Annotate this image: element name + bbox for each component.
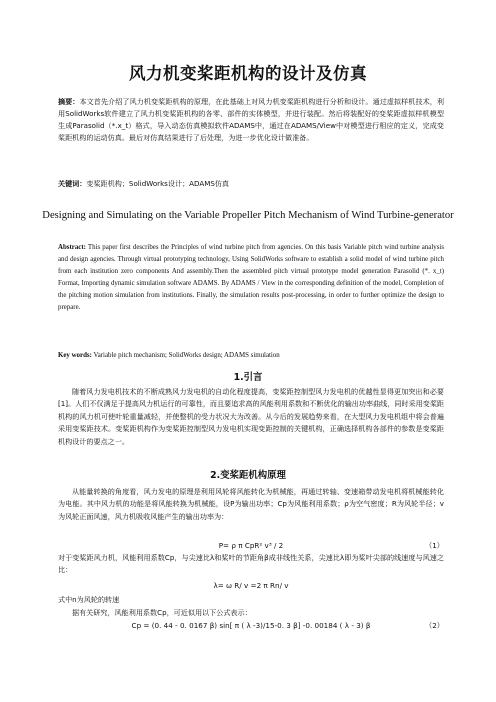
equation-tip-speed-ratio <box>58 580 444 592</box>
abstract-cn-label: 摘要： <box>58 97 80 106</box>
equation-tip-speed-ratio-expression: λ= ω R/ v =2 π Rn/ v <box>213 581 289 590</box>
section-2-paragraph-4: 据有关研究，风能利用系数Cp，可近似用以下公式表示： <box>72 608 252 617</box>
keywords-cn-text: 变桨距机构；SolidWorks设计；ADAMS仿真 <box>86 179 230 188</box>
abstract-en-label: Abstract: <box>58 244 86 251</box>
equation-2-expression: Cp = (0. 44 - 0. 0167 β) sin[ π ( λ -3)/15-0. 3 β] -0. 00184 ( λ - 3) β <box>131 621 371 630</box>
section-2-paragraph-3: 式中n为风轮的转速 <box>58 595 120 604</box>
abstract-en <box>58 242 444 314</box>
abstract-cn-text: 本文首先介绍了风力机变桨距机构的原理，在此基础上对风力机变桨距机构进行分析和设计。通过虚拟样机技术，利用SolidWorks软件建立了风力机变桨距机构的各零、部件的实体模型，并进行装配。然后将装配好的变桨距虚拟样机模型生成Parasolid（*.x_t）格式，导入动态仿真模拟软件ADAMS中，通过在ADAMS/View中对模型进行相应的定义，完成变桨距机构的运动仿真。最后对仿真结果进行了后处理，为进一步优化设计做准备。 <box>58 97 445 143</box>
keywords-cn <box>58 178 444 190</box>
keywords-en-label: Key words: <box>58 352 92 359</box>
abstract-cn <box>58 96 444 144</box>
equation-1-expression: P= ρ π CpR² v³ / 2 <box>218 541 284 550</box>
section-2-heading: 2.变桨距机构原理 <box>210 470 286 481</box>
equation-2-number: （2） <box>425 621 444 630</box>
equation-2 <box>58 620 444 632</box>
keywords-cn-label: 关键词： <box>58 179 87 188</box>
abstract-en-text: This paper first describes the Principles of wind turbine pitch from agencies. On this basis Variable pitch wind turbine analysis and design agencies. Through virtual prototyping technology, Using SolidWorks software to establish a solid model of wind turbine pitch from each institution zero components And assembly.Then the assembled pitch virtual prototype model generation Parasolid (*. x_t) Format, Importing dynamic simulation software ADAMS. By ADAMS / View in the corresponding definition of the model, Completion of the pitching motion simulation from institutions. Finally, the simulation results post-processing, in order to further optimize the design to prepare. <box>58 244 444 311</box>
keywords-en-text: Variable pitch mechanism; SolidWorks design; ADAMS simulation <box>93 352 280 359</box>
section-1-heading: 1.引言 <box>233 372 263 383</box>
section-2-paragraph-2: 对于变桨距风力机，风能利用系数Cp，与尖速比λ和桨叶的节距角β成非线性关系，尖速比λ即为桨叶尖部的线速度与风速之比： <box>58 553 444 575</box>
keywords-en <box>58 350 444 362</box>
paper-title-en: Designing and Simulating on the Variable Propeller Pitch Mechanism of Wind Turbine-generator <box>42 210 454 221</box>
equation-1-number: （1） <box>425 541 444 550</box>
paper-title-cn: 风力机变桨距机构的设计及仿真 <box>129 64 367 83</box>
equation-1 <box>58 540 444 552</box>
section-1-paragraph: 随着风力发电机技术的不断成熟风力发电机的自动化程度提高，变桨距控制型风力发电机的优越性显得更加突出和必要[1]。人们不仅满足于提高风力机运行的可靠性，而且要追求高的风能利用系数和不断优化的输出功率曲线，同时采用变桨距机构的风力机可使叶轮重量减轻，并使整机的受力状况大为改善。从今后的发展趋势来看，在大型风力发电机组中将会普遍采用变桨距技术。变桨距机构作为变桨距控制型风力发电机实现变距控制的关键机构，正确选择机构各部件的参数是变桨距机构设计的要点之一。 <box>58 387 445 446</box>
section-2-paragraph-1: 从能量转换的角度看，风力发电的原理是利用风轮将风能转化为机械能，再通过转轴、变速箱带动发电机将机械能转化为电能。其中风力机的功能是将风能转换为机械能，设P为输出功率；Cp为风能利用系数；ρ为空气密度；R为风轮半径；v为风轮正面风速，风力机吸收风能产生的输出功率为： <box>58 487 444 521</box>
